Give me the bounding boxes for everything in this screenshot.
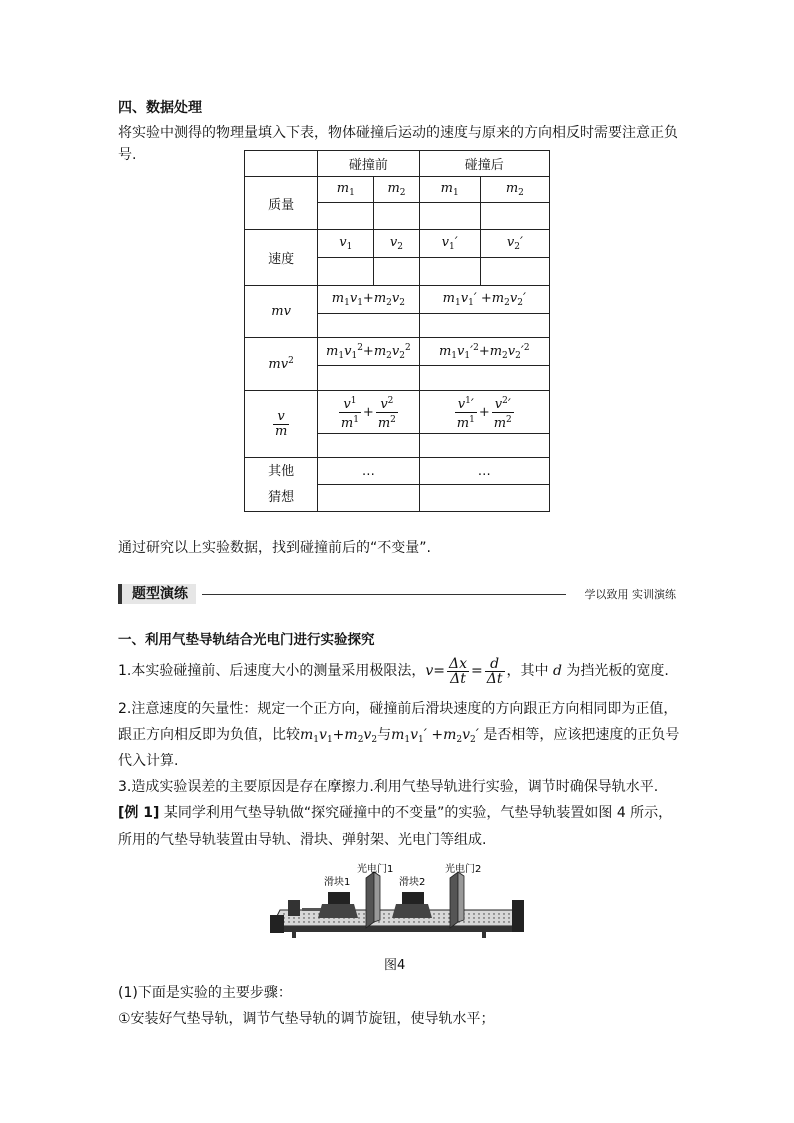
row-other-label: 其他 猜想 xyxy=(245,458,318,512)
label-slider-1: 滑块1 xyxy=(324,877,351,888)
section-bar-slogan: 学以致用 实训演练 xyxy=(584,588,676,601)
item-2-line-2: 跟正方向相反即为负值，比较$m_1v_1+m_2v_2$与$m_1v_1' +m_2v_2'$ 是否相等，应该把速度的正负号 xyxy=(118,727,680,745)
example-tag: [例 1] xyxy=(118,805,160,821)
label-gate-2: 光电门2 xyxy=(445,864,482,875)
item-2-line-3: 代入计算. xyxy=(118,753,179,769)
example-1: [例 1] 某同学利用气垫导轨做“探究碰撞中的不变量”的实验，气垫导轨装置如图 4 所示， xyxy=(118,805,673,821)
label-gate-1: 光电门1 xyxy=(357,864,394,875)
step-intro: (1)下面是实验的主要步骤： xyxy=(118,985,292,1001)
item-3: 3.造成实验误差的主要原因是存在摩擦力.利用气垫导轨进行实验，调节时确保导轨水平. xyxy=(118,779,659,795)
row-v-over-m-label: $\frac{v}{m}$ xyxy=(245,391,318,458)
label-slider-2: 滑块2 xyxy=(399,877,426,888)
header-after: 碰撞后 xyxy=(419,151,549,177)
example-1-line-2: 所用的气垫导轨装置由导轨、滑块、弹射架、光电门等组成. xyxy=(118,832,487,848)
item-2-line-1: 2.注意速度的矢量性：规定一个正方向，碰撞前后滑块速度的方向跟正方向相同即为正值， xyxy=(118,701,678,717)
subsection-title: 一、利用气垫导轨结合光电门进行实验探究 xyxy=(118,632,375,648)
item-1: 1.本实验碰撞前、后速度大小的测量采用极限法，v= $\frac{\Delta x}{\Delta t}$ = $\frac{d}{\Delta t}$ ，其中 d 为挡光板的宽度. xyxy=(118,655,669,687)
header-before: 碰撞前 xyxy=(318,151,419,177)
section-title: 四、数据处理 xyxy=(118,100,202,116)
figure-caption: 图4 xyxy=(384,958,406,973)
row-mass-label: 质量 xyxy=(245,177,318,230)
data-table: 碰撞前 碰撞后 质量 $m_1$ $m_2$ $m_1$ $m_2$ 速度 $v_1$ $v_2$ $v_1'$ $v_2'$ mv $m_1v_1+m_2v_2$ $m_1v_1' +m_2v_2'$ $mv^2$ $m_1v_1^2+m_2v_2^2$ $m_1v_1'^2+m_2v_2'^2$ $\frac{v}{m}$ $\frac{v^1}{m^1}$ + $\frac{v^2}{m^2}$ $\frac{v^1'}{m^1}$ + $\frac{v^2'}{m^2}$ 其他 猜想 … … xyxy=(244,150,550,512)
conclusion-text: 通过研究以上实验数据，找到碰撞前后的“不变量”. xyxy=(118,540,431,556)
row-mv-label: mv xyxy=(245,286,318,338)
row-velocity-label: 速度 xyxy=(245,230,318,286)
row-mv2-label: $mv^2$ xyxy=(245,338,318,391)
section-bar xyxy=(118,583,676,605)
step-1: ①安装好气垫导轨，调节气垫导轨的调节旋钮，使导轨水平； xyxy=(118,1011,495,1027)
section-bar-title: 题型演练 xyxy=(118,584,196,604)
air-track-figure xyxy=(262,860,534,946)
intro-text: 将实验中测得的物理量填入下表，物体碰撞后运动的速度与原来的方向相反时需要注意正负号. xyxy=(118,125,678,163)
